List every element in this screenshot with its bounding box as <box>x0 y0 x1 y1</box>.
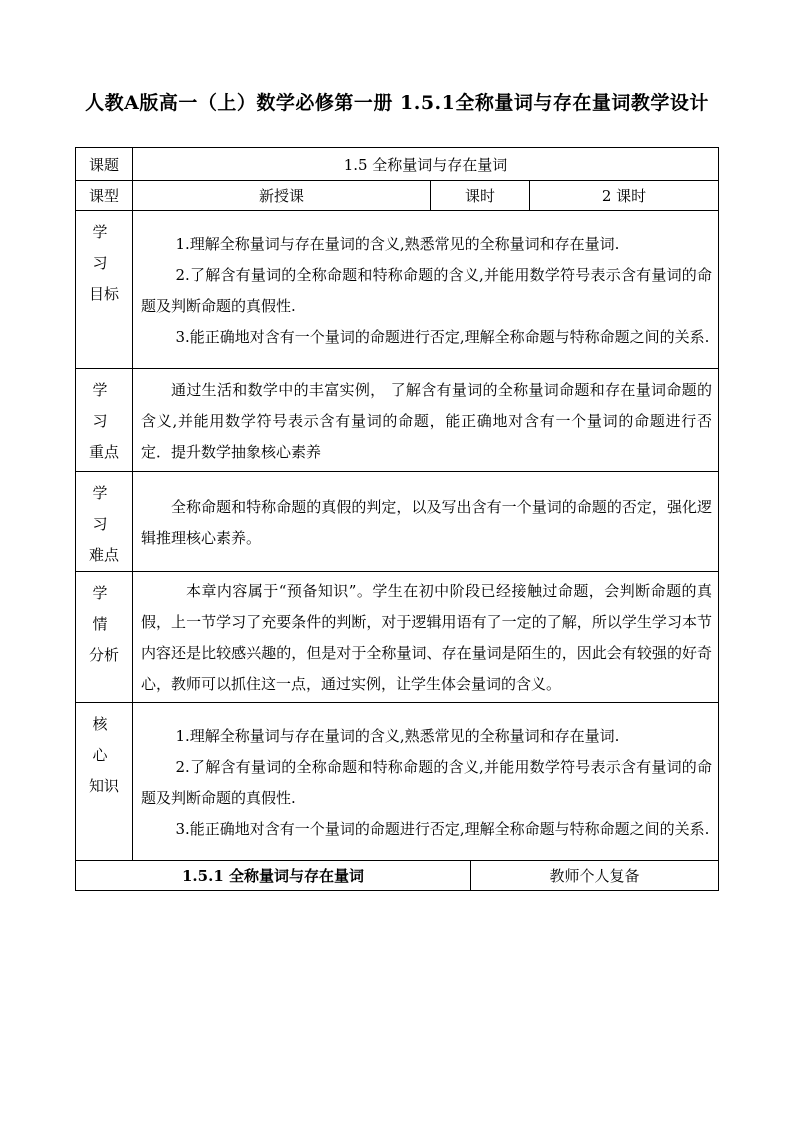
goals-row <box>76 211 719 369</box>
keypoints-content <box>133 369 719 472</box>
hours-label: 课时 <box>431 181 530 211</box>
lesson-plan-table <box>75 147 719 891</box>
keypoints-label <box>76 369 133 472</box>
keypoints-label-line2: 重点 <box>88 443 119 461</box>
type-label: 课型 <box>76 181 133 211</box>
difficulties-content <box>133 472 719 572</box>
type-row <box>76 181 719 211</box>
core-label <box>76 703 133 861</box>
footer-row <box>76 861 719 891</box>
hours-value: 2 课时 <box>530 181 719 211</box>
topic-label: 课题 <box>76 148 133 181</box>
goals-content <box>133 211 719 369</box>
teacher-notes-heading: 教师个人复备 <box>471 861 719 891</box>
core-row <box>76 703 719 861</box>
analysis-label <box>76 572 133 703</box>
core-label-line1: 核 心 <box>92 715 116 764</box>
core-item: 1.理解全称量词与存在量词的含义,熟悉常见的全称量词和存在量词. <box>175 726 620 745</box>
keypoints-label-line1: 学 习 <box>92 381 116 430</box>
goals-label-line2: 目标 <box>88 285 119 303</box>
goal-item: 1.理解全称量词与存在量词的含义,熟悉常见的全称量词和存在量词. <box>175 234 620 253</box>
difficulties-label <box>76 472 133 572</box>
type-value: 新授课 <box>133 181 431 211</box>
topic-value: 1.5 全称量词与存在量词 <box>133 148 719 181</box>
difficulties-label-line2: 难点 <box>88 546 119 564</box>
analysis-label-line1: 学 情 <box>92 584 116 633</box>
goal-item: 2.了解含有量词的全称命题和特称命题的含义,并能用数学符号表示含有量词的命题及判断命题的真假性. <box>141 265 713 315</box>
goal-item: 3.能正确地对含有一个量词的命题进行否定,理解全称命题与特称命题之间的关系. <box>175 327 710 346</box>
page-title: 人教A版高一（上）数学必修第一册 1.5.1全称量词与存在量词教学设计 <box>85 92 709 114</box>
topic-row <box>76 148 719 181</box>
analysis-text: 本章内容属于“预备知识”。学生在初中阶段已经接触过命题，会判断命题的真假，上一节学习了充要条件的判断，对于逻辑用语有了一定的了解，所以学生学习本节内容还是比较感兴趣的，但是对于全称量词、存在量词是陌生的，因此会有较强的好奇心，教师可以抓住这一点，通过实例，让学生体会量词的含义。 <box>141 582 713 693</box>
keypoints-text: 通过生活和数学中的丰富实例， 了解含有量词的全称量词命题和存在量词命题的含义,并能用数学符号表示含有量词的命题，能正确地对含有一个量词的命题进行否定．提升数学抽象核心素养 <box>141 380 713 461</box>
difficulties-row <box>76 472 719 572</box>
analysis-row <box>76 572 719 703</box>
core-content <box>133 703 719 861</box>
section-heading: 1.5.1 全称量词与存在量词 <box>76 861 471 891</box>
core-label-line2: 知识 <box>88 777 119 795</box>
analysis-label-line2: 分析 <box>88 646 119 664</box>
difficulties-label-line1: 学 习 <box>92 484 116 533</box>
core-item: 2.了解含有量词的全称命题和特称命题的含义,并能用数学符号表示含有量词的命题及判断命题的真假性. <box>141 757 713 807</box>
goals-label-line1: 学 习 <box>92 223 116 272</box>
analysis-content <box>133 572 719 703</box>
goals-label <box>76 211 133 369</box>
core-item: 3.能正确地对含有一个量词的命题进行否定,理解全称命题与特称命题之间的关系. <box>175 819 710 838</box>
keypoints-row <box>76 369 719 472</box>
difficulties-text: 全称命题和特称命题的真假的判定，以及写出含有一个量词的命题的否定，强化逻辑推理核心素养。 <box>141 497 713 547</box>
